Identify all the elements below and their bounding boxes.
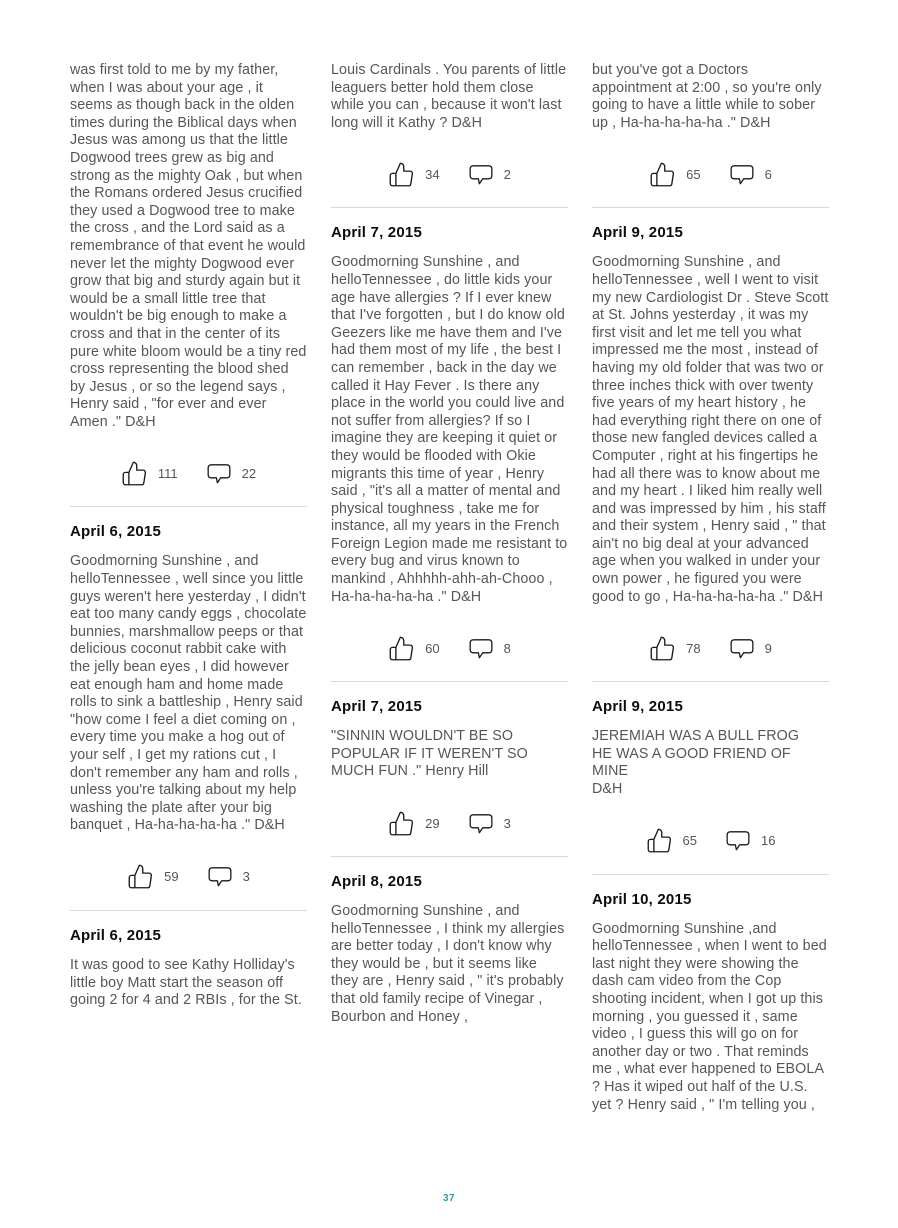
like-group <box>649 635 700 662</box>
comment-count: 3 <box>503 815 511 831</box>
like-group <box>388 161 439 188</box>
comment-count: 3 <box>242 869 250 885</box>
like-count: 29 <box>425 815 440 831</box>
text-column <box>331 62 568 1114</box>
post-text: "SINNIN WOULDN'T BE SO POPULAR IF IT WEREN'T SO MUCH FUN ." Henry Hill <box>331 728 528 780</box>
comment-bubble-icon <box>468 637 494 660</box>
comment-count: 22 <box>241 465 257 481</box>
post-date-heading: April 6, 2015 <box>70 523 161 541</box>
text-column <box>70 62 307 1114</box>
post-header <box>331 207 568 241</box>
post-text: but you've got a Doctors appointment at 2:00 , so you're only going to have a little while to sober up , Ha-ha-ha-ha-ha ." D&H <box>592 62 822 131</box>
thumbs-up-icon <box>649 161 676 188</box>
comment-bubble-icon <box>729 637 755 660</box>
thumbs-up-icon <box>388 161 415 188</box>
like-count: 78 <box>686 640 701 656</box>
divider <box>70 506 307 507</box>
post-header <box>331 856 568 890</box>
thumbs-up-icon <box>121 460 148 487</box>
post-date-heading: April 10, 2015 <box>592 890 692 908</box>
comment-count: 8 <box>503 640 511 656</box>
comment-count: 9 <box>764 640 772 656</box>
post-date-heading: April 9, 2015 <box>592 698 683 716</box>
post-text: Goodmorning Sunshine , and helloTennessee , do little kids your age have allergies ? If I ever knew that I've forgotten , but I do know old Geezers like me have them and I've had them most of my life , the best I can remember , back in the day we called it Hay Fever . Is there any place in the world you could live and not suffer from allergies? If so I imagine they are keeping it quiet or they would be flooded with Okie migrants this time of year , Henry said , "it's all a matter of mental and physical toughness , take me for instance, all my years in the French Foreign Legion made me resistant to every bug and virus known to mankind , Ahhhhh-ahh-ah-Chooo , Ha-ha-ha-ha-ha ." D&H <box>331 254 568 605</box>
post-actions <box>70 860 307 894</box>
like-count: 65 <box>686 166 701 182</box>
post-actions <box>331 806 568 840</box>
post-actions <box>592 631 829 665</box>
post-header <box>592 874 829 908</box>
like-group <box>388 810 439 837</box>
comment-group <box>468 163 511 186</box>
divider <box>592 874 829 875</box>
thumbs-up-icon <box>646 827 673 854</box>
comment-group <box>729 637 772 660</box>
comment-group <box>725 829 775 852</box>
post-text: Goodmorning Sunshine ,and helloTennessee , when I went to bed last night they were showing the dash cam video from the Cop shooting incident, when I got up this morning , you guessed it , same video , I guess this will go on for another day or two . That reminds me , what ever happened to EBOLA ? Has it wiped out half of the U.S. yet ? Henry said , " I'm telling you , <box>592 920 827 1113</box>
thumbs-up-icon <box>388 635 415 662</box>
divider <box>331 856 568 857</box>
post-text: It was good to see Kathy Holliday's little boy Matt start the season off going 2 for 4 and 2 RBIs , for the St. <box>70 956 302 1009</box>
comment-bubble-icon <box>206 462 232 485</box>
like-group <box>127 863 178 890</box>
post-actions <box>592 824 829 858</box>
thumbs-up-icon <box>649 635 676 662</box>
post-actions <box>331 157 568 191</box>
thumbs-up-icon <box>388 810 415 837</box>
page-number: 37 <box>442 1193 456 1204</box>
post-header <box>70 910 307 944</box>
comment-group <box>206 462 256 485</box>
comment-group <box>207 865 250 888</box>
like-group <box>646 827 697 854</box>
divider <box>592 681 829 682</box>
post-text: Louis Cardinals . You parents of little leaguers better hold them close while you can , because it won't last long will it Kathy ? D&H <box>331 62 567 131</box>
like-count: 111 <box>157 465 178 481</box>
post-header <box>331 681 568 715</box>
like-count: 34 <box>425 166 440 182</box>
divider <box>331 681 568 682</box>
comment-group <box>468 637 511 660</box>
post-text: JEREMIAH WAS A BULL FROG HE WAS A GOOD FRIEND OF MINE D&H <box>592 728 800 798</box>
comment-bubble-icon <box>468 812 494 835</box>
like-group <box>388 635 439 662</box>
post-date-heading: April 6, 2015 <box>70 926 161 944</box>
like-group <box>121 460 178 487</box>
divider <box>331 207 568 208</box>
post-header <box>70 506 307 540</box>
text-column <box>592 62 829 1114</box>
post-text: was first told to me by my father, when I was about your age , it seems as though back in the olden times during the Biblical days when Jesus was among us that the little Dogwood trees grew as big and strong as the mighty Oak , but when the Romans ordered Jesus crucified they used a Dogwood tree to make the cross , and the Lord said as a remembrance of that event he would never let the mighty Dogwood ever grow that big and sturdy again but it would be a small little tree that wouldn't be big enough to make a cross and that in the center of its pure white bloom would be a tiny red cross representing the blood shed by Jesus , or so the legend says , Henry said , "for ever and ever Amen ." D&H <box>70 62 307 430</box>
comment-group <box>729 163 772 186</box>
divider <box>592 207 829 208</box>
like-group <box>649 161 700 188</box>
post-date-heading: April 8, 2015 <box>331 873 422 891</box>
post-text: Goodmorning Sunshine , and helloTennessee , well I went to visit my new Cardiologist Dr . Steve Scott at St. Johns yesterday , it was my first visit and let me tell you what impressed me the most , instead of having my old folder that was two or three inches thick with over twenty five years of my heart history , he had everything right there on one of those new fangled devices called a Computer , right at his fingertips he had all there was to know about me and my heart . I liked him really well and was impressed by him , his staff and their system , Henry said , " that ain't no big deal at your advanced age when you walked in under your own power , he figured you were good to go , Ha-ha-ha-ha-ha ." D&H <box>592 254 829 605</box>
post-text: Goodmorning Sunshine , and helloTennessee , I think my allergies are better today , I don't know why they would be , but it seems like they are , Henry said , " it's probably that old family recipe of Vinegar , Bourbon and Honey , <box>331 903 565 1025</box>
comment-group <box>468 812 511 835</box>
post-header <box>592 681 829 715</box>
thumbs-up-icon <box>127 863 154 890</box>
post-actions <box>331 631 568 665</box>
comment-bubble-icon <box>725 829 751 852</box>
like-count: 60 <box>425 640 440 656</box>
like-count: 59 <box>164 869 179 885</box>
comment-bubble-icon <box>729 163 755 186</box>
post-text: Goodmorning Sunshine , and helloTennessee , well since you little guys weren't here yesterday , I didn't eat too many candy eggs , chocolate bunnies, marshmallow peeps or that delicious coconut rabbit cake with the jelly bean eyes , I did however eat enough ham and home made rolls to sink a battleship , Henry said "how come I feel a diet coming on , every time you make a hog out of your self , I get my rations cut , I don't remember any ham and rolls , unless you're talking about my help washing the plate after your big banquet , Ha-ha-ha-ha-ha ." D&H <box>70 553 307 834</box>
comment-bubble-icon <box>468 163 494 186</box>
post-date-heading: April 7, 2015 <box>331 224 422 242</box>
like-count: 65 <box>682 833 697 849</box>
comment-count: 6 <box>764 166 772 182</box>
divider <box>70 910 307 911</box>
comment-count: 2 <box>503 166 511 182</box>
post-actions <box>592 157 829 191</box>
columns-container <box>70 62 829 1114</box>
post-actions <box>70 456 307 490</box>
comment-bubble-icon <box>207 865 233 888</box>
post-header <box>592 207 829 241</box>
post-date-heading: April 9, 2015 <box>592 224 683 242</box>
post-date-heading: April 7, 2015 <box>331 698 422 716</box>
comment-count: 16 <box>761 833 776 849</box>
